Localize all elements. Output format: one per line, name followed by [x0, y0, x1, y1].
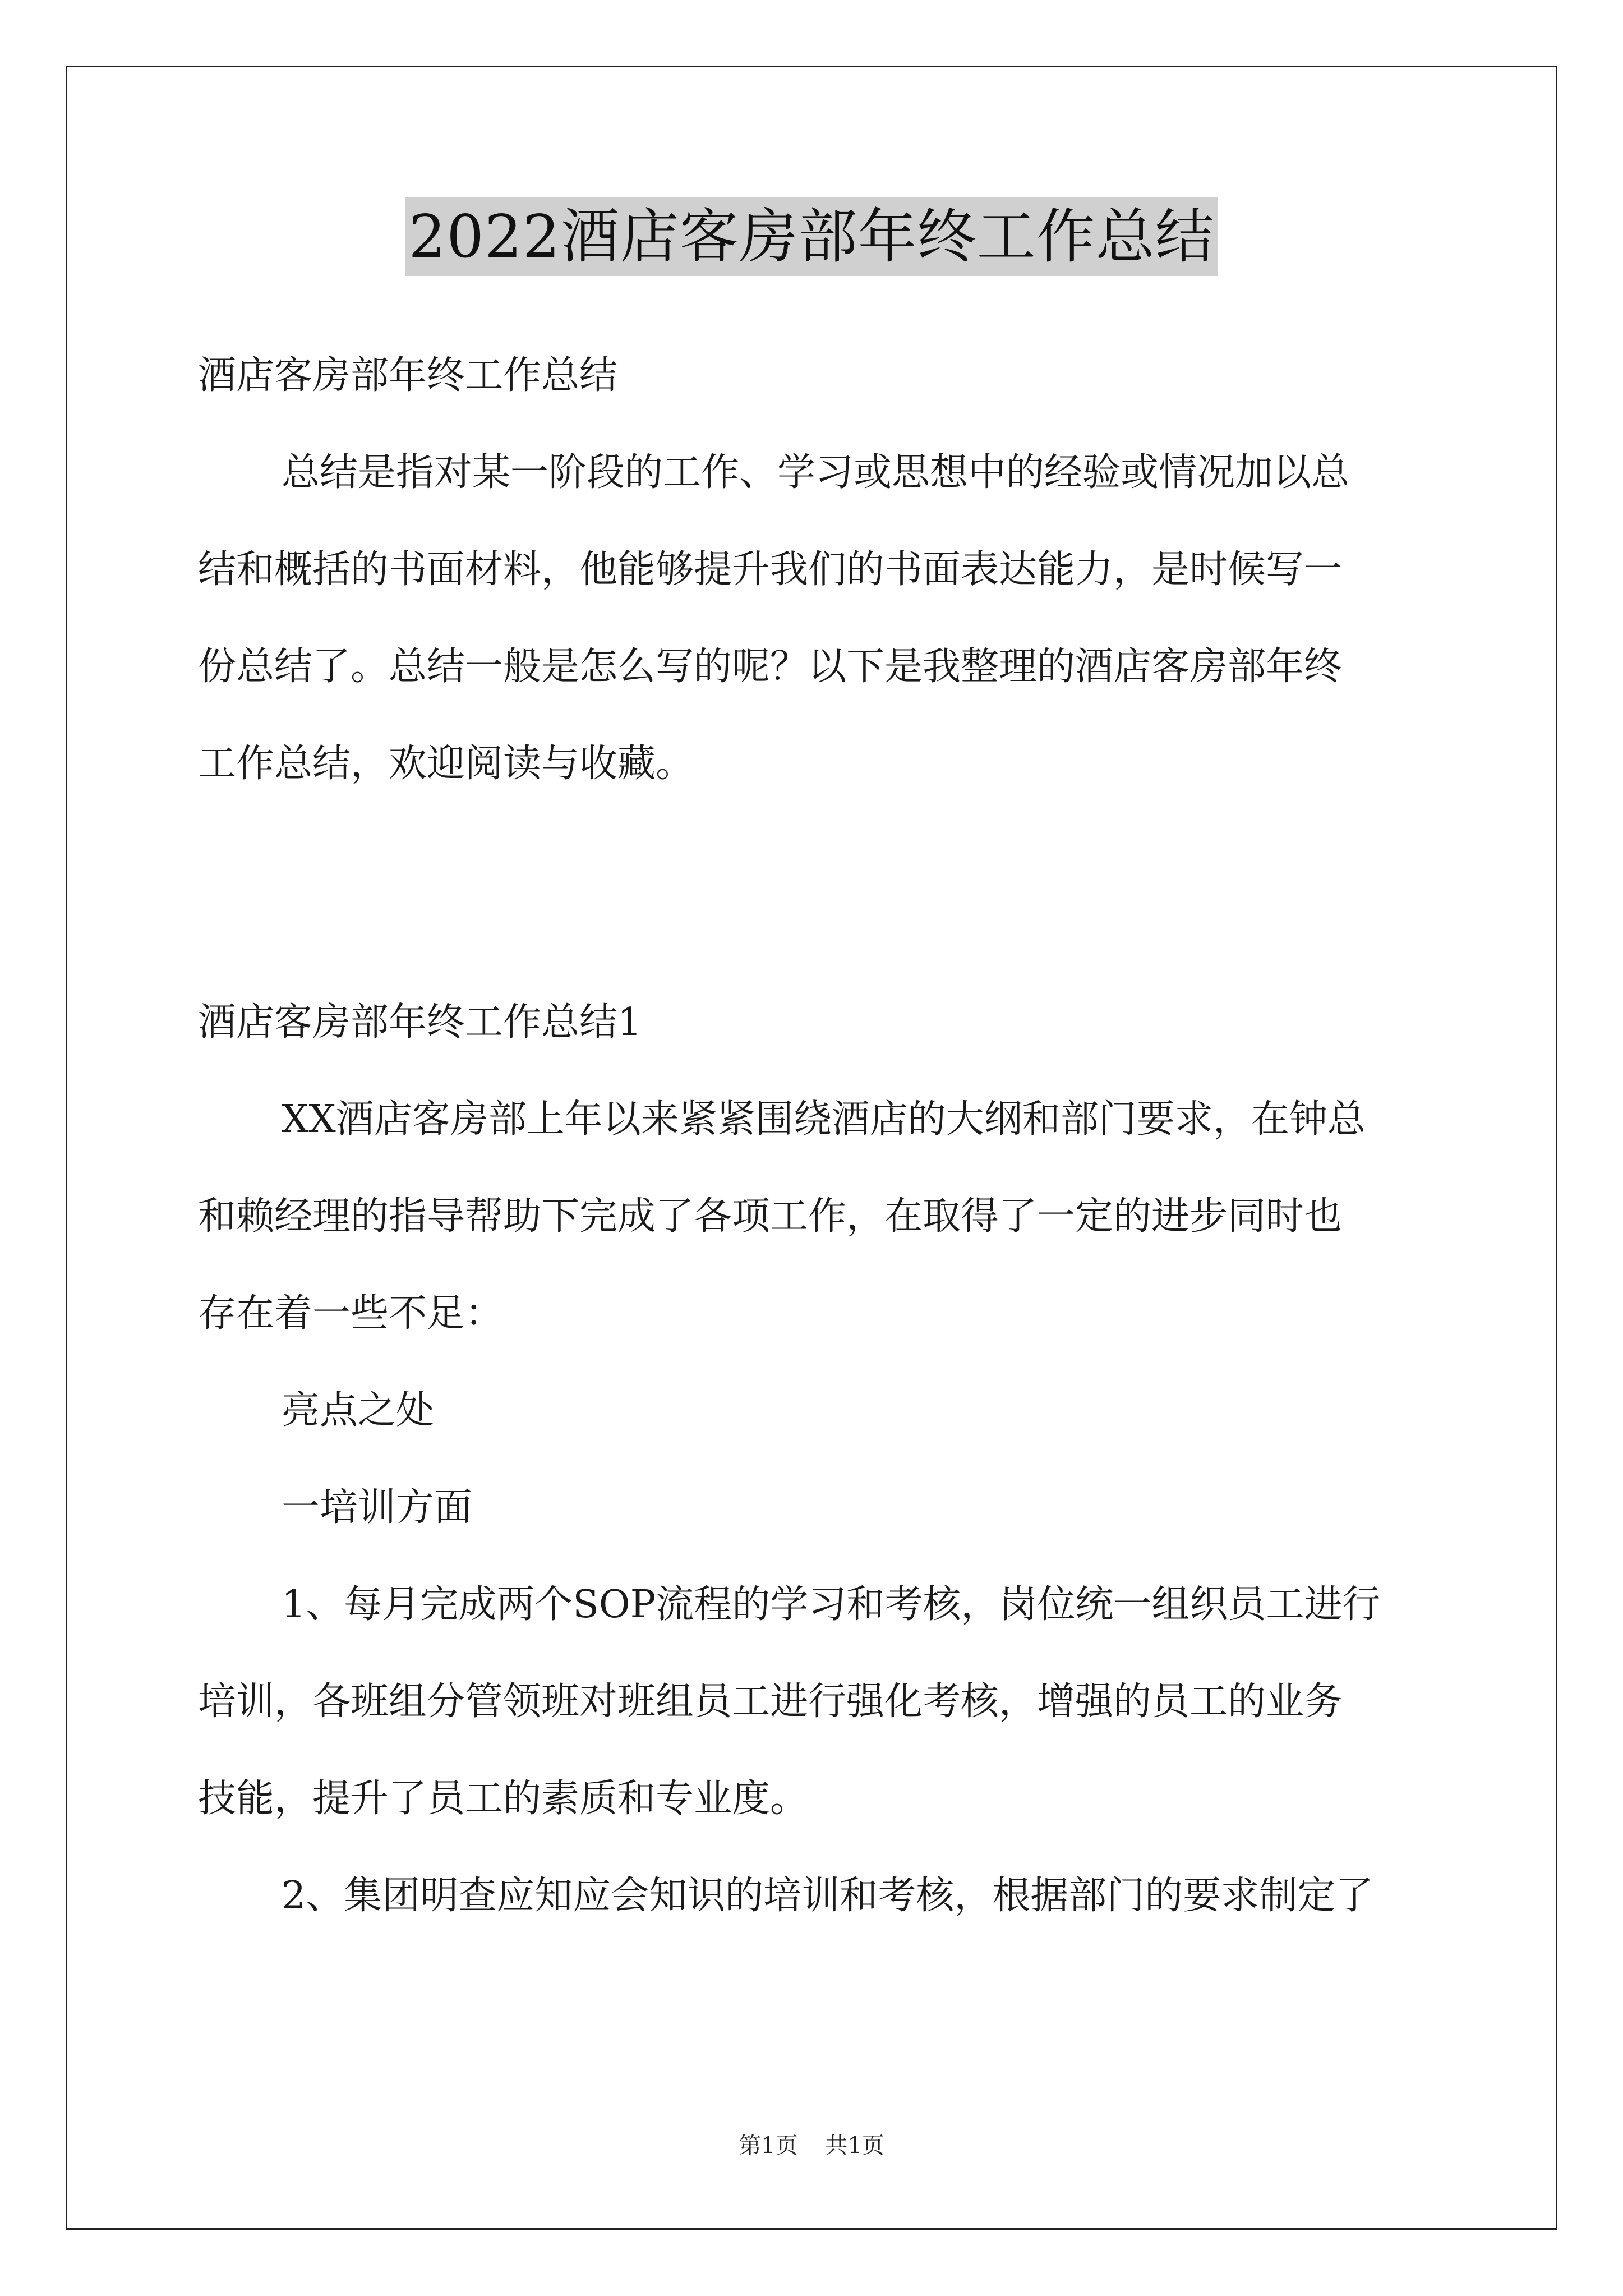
title-block — [0, 197, 1623, 276]
intro-line-3: 份总结了。总结一般是怎么写的呢？以下是我整理的酒店客房部年终 — [198, 645, 1343, 689]
page-footer — [0, 2129, 1623, 2162]
item1-line-3: 技能，提升了员工的素质和专业度。 — [198, 1777, 809, 1821]
item1-line-1: 1、每月完成两个SOP流程的学习和考核，岗位统一组织员工进行 — [282, 1582, 1381, 1627]
section-line-2: 和赖经理的指导帮助下完成了各项工作，在取得了一定的进步同时也 — [198, 1194, 1343, 1239]
section-line-1: XX酒店客房部上年以来紧紧围绕酒店的大纲和部门要求，在钟总 — [282, 1097, 1366, 1142]
intro-line-4: 工作总结，欢迎阅读与收藏。 — [198, 742, 694, 786]
intro-line-2: 结和概括的书面材料，他能够提升我们的书面表达能力，是时候写一 — [198, 547, 1343, 592]
item1-line-2: 培训，各班组分管领班对班组员工进行强化考核，增强的员工的业务 — [198, 1680, 1343, 1724]
item2-line-1: 2、集团明查应知应会知识的培训和考核，根据部门的要求制定了 — [282, 1874, 1374, 1918]
subtitle: 酒店客房部年终工作总结 — [198, 353, 618, 398]
page-total: 共1页 — [825, 2133, 884, 2159]
intro-line-1: 总结是指对某一阶段的工作、学习或思想中的经验或情况加以总 — [282, 450, 1350, 495]
training-heading: 一培训方面 — [282, 1485, 473, 1530]
document-title: 2022酒店客房部年终工作总结 — [405, 197, 1218, 276]
page-current: 第1页 — [739, 2133, 798, 2159]
section-line-3: 存在着一些不足： — [198, 1291, 504, 1336]
section-heading: 酒店客房部年终工作总结1 — [198, 1000, 642, 1045]
highlights-heading: 亮点之处 — [282, 1388, 435, 1433]
